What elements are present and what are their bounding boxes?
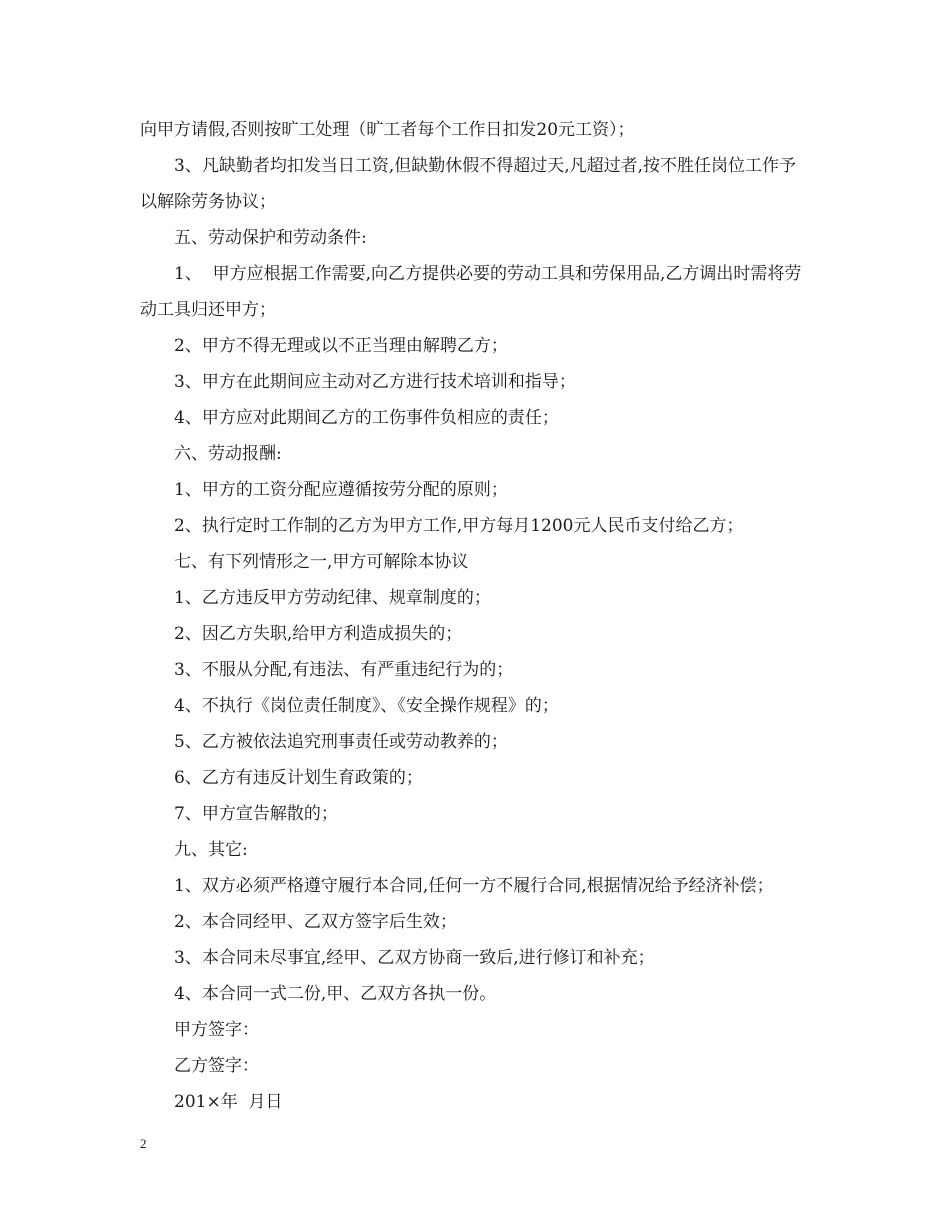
signature-party-b: 乙方签字： bbox=[174, 1056, 259, 1076]
paragraph: 3、本合同未尽事宜,经甲、乙双方协商一致后,进行修订和补充； bbox=[174, 948, 655, 968]
paragraph: 3、不服从分配,有违法、有严重违纪行为的； bbox=[174, 660, 514, 680]
paragraph: 4、本合同一式二份,甲、乙双方各执一份。 bbox=[174, 984, 497, 1004]
paragraph: 向甲方请假,否则按旷工处理（旷工者每个工作日扣发20元工资）； bbox=[140, 120, 635, 140]
paragraph: 3、凡缺勤者均扣发当日工资,但缺勤休假不得超过天,凡超过者,按不胜任岗位工作予以解除劳务协议； bbox=[140, 156, 797, 212]
signature-date: 201×年 月日 bbox=[174, 1092, 283, 1112]
section-heading: 五、劳动保护和劳动条件: bbox=[174, 228, 367, 248]
paragraph: 2、因乙方失职,给甲方利造成损失的； bbox=[174, 624, 463, 644]
section-heading: 九、其它: bbox=[174, 840, 248, 860]
section-heading: 七、有下列情形之一,甲方可解除本协议 bbox=[174, 552, 469, 572]
paragraph: 2、本合同经甲、乙双方签字后生效； bbox=[174, 912, 457, 932]
document-body bbox=[140, 112, 812, 1120]
paragraph: 3、甲方在此期间应主动对乙方进行技术培训和指导； bbox=[174, 372, 576, 392]
section-heading: 六、劳动报酬: bbox=[174, 444, 282, 464]
page-number: 2 bbox=[140, 1136, 147, 1151]
paragraph: 6、乙方有违反计划生育政策的； bbox=[174, 768, 423, 788]
paragraph: 1、乙方违反甲方劳动纪律、规章制度的； bbox=[174, 588, 491, 608]
paragraph: 4、不执行《岗位责任制度》、《安全操作规程》的； bbox=[174, 696, 559, 716]
paragraph: 2、甲方不得无理或以不正当理由解聘乙方； bbox=[174, 336, 508, 356]
paragraph: 1、双方必须严格遵守履行本合同,任何一方不履行合同,根据情况给予经济补偿； bbox=[174, 876, 774, 896]
paragraph: 7、甲方宣告解散的； bbox=[174, 804, 338, 824]
paragraph: 1、 甲方应根据工作需要,向乙方提供必要的劳动工具和劳保用品,乙方调出时需将劳动工具归还甲方； bbox=[140, 264, 802, 320]
paragraph: 1、甲方的工资分配应遵循按劳分配的原则； bbox=[174, 480, 508, 500]
signature-party-a: 甲方签字： bbox=[174, 1020, 259, 1040]
paragraph: 4、甲方应对此期间乙方的工伤事件负相应的责任； bbox=[174, 408, 559, 428]
paragraph: 5、乙方被依法追究刑事责任或劳动教养的； bbox=[174, 732, 508, 752]
paragraph: 2、执行定时工作制的乙方为甲方工作,甲方每月1200元人民币支付给乙方； bbox=[174, 516, 744, 536]
